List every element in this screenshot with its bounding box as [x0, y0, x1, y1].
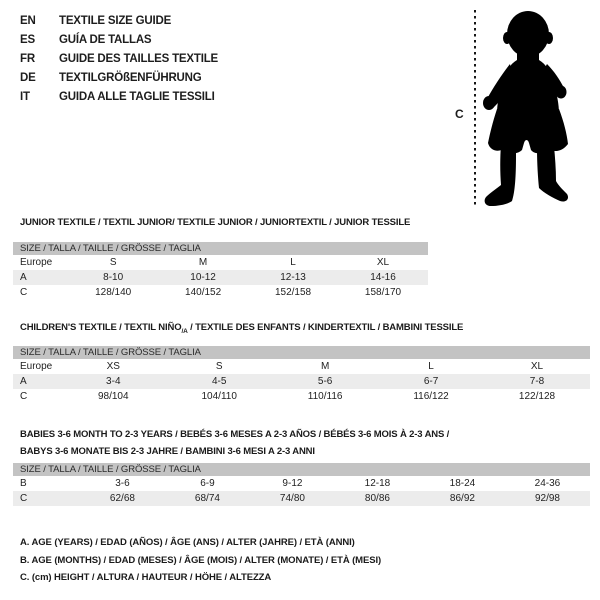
- language-row: [20, 31, 218, 50]
- children-size-table: [13, 346, 590, 404]
- value-cell: 18-24: [449, 478, 476, 489]
- children-title-text: CHILDREN'S TEXTILE / TEXTIL NIÑO: [20, 322, 182, 333]
- size-cell: L: [428, 361, 434, 372]
- size-cell: XL: [376, 257, 390, 268]
- value-cell: 140/152: [185, 287, 222, 298]
- language-code: IT: [20, 91, 30, 103]
- junior-section-title: JUNIOR TEXTILE / TEXTIL JUNIOR/ TEXTILE JUNIOR / JUNIORTEXTIL / JUNIOR TESSILE: [20, 217, 411, 228]
- language-code: DE: [20, 72, 36, 84]
- value-cell: 3-6: [115, 478, 130, 489]
- table-row: [13, 476, 590, 491]
- language-label: TEXTILE SIZE GUIDE: [59, 15, 172, 27]
- toddler-silhouette-icon: [481, 8, 587, 208]
- value-cell: 7-8: [529, 376, 545, 387]
- value-cell: 104/110: [201, 391, 237, 402]
- value-cell: 6-7: [423, 376, 439, 387]
- value-cell: 14-16: [370, 272, 396, 283]
- babies-size-header-bar: SIZE / TALLA / TAILLE / GRÖSSE / TAGLIA: [13, 463, 590, 476]
- value-cell: 122/128: [518, 391, 556, 402]
- value-cell: 62/68: [109, 493, 135, 504]
- babies-section-title: [20, 426, 449, 460]
- row-label: Europe: [20, 361, 53, 372]
- row-label: C: [20, 493, 28, 504]
- value-cell: 3-4: [106, 376, 121, 387]
- children-section-title: [20, 322, 463, 338]
- language-label: GUÍA DE TALLAS: [59, 34, 152, 46]
- language-row: [20, 50, 218, 69]
- table-row: [13, 359, 590, 374]
- size-cell: S: [215, 361, 223, 372]
- measurement-legend: [20, 534, 381, 587]
- value-cell: 6-9: [200, 478, 215, 489]
- junior-table: [13, 255, 428, 300]
- value-cell: 152/158: [274, 287, 312, 298]
- value-cell: 12-13: [280, 272, 306, 283]
- row-label: C: [20, 287, 28, 298]
- legend-line-a: A. AGE (YEARS) / EDAD (AÑOS) / ÂGE (ANS) / ALTER (JAHRE) / ETÀ (ANNI): [20, 537, 355, 548]
- language-label: GUIDE DES TAILLES TEXTILE: [59, 53, 218, 65]
- value-cell: 92/98: [534, 493, 560, 504]
- children-size-header-bar: SIZE / TALLA / TAILLE / GRÖSSE / TAGLIA: [13, 346, 590, 359]
- table-row: [13, 389, 590, 404]
- legend-line-b: B. AGE (MONTHS) / EDAD (MESES) / ÂGE (MOIS) / ALTER (MONATE) / ETÀ (MESI): [20, 554, 382, 566]
- value-cell: 5-6: [317, 376, 333, 387]
- value-cell: 80/86: [364, 493, 390, 504]
- value-cell: 68/74: [194, 493, 220, 504]
- height-measure-label: C: [455, 107, 464, 121]
- value-cell: 158/170: [364, 287, 402, 298]
- junior-size-table: [13, 242, 428, 300]
- value-cell: 98/104: [97, 391, 129, 402]
- size-cell: L: [290, 257, 296, 268]
- language-code: EN: [20, 15, 36, 27]
- value-cell: 110/116: [307, 391, 343, 402]
- table-row: [13, 255, 428, 270]
- value-cell: 8-10: [103, 272, 124, 283]
- table-row: [13, 285, 428, 300]
- babies-title-line1: BABIES 3-6 MONTH TO 2-3 YEARS / BEBÉS 3-6 MESES A 2-3 AÑOS / BÉBÉS 3-6 MOIS À 2-3 ANS /: [20, 429, 450, 440]
- value-cell: 4-5: [211, 376, 227, 387]
- language-row: [20, 12, 218, 31]
- babies-size-table: [13, 463, 590, 506]
- language-code: ES: [20, 34, 35, 46]
- value-cell: 86/92: [449, 493, 475, 504]
- value-cell: 24-36: [534, 478, 561, 489]
- language-code: FR: [20, 53, 35, 65]
- value-cell: 116/122: [413, 391, 449, 402]
- size-cell: XL: [530, 361, 544, 372]
- value-cell: 74/80: [279, 493, 305, 504]
- row-label: Europe: [20, 257, 53, 268]
- junior-size-header-bar: SIZE / TALLA / TAILLE / GRÖSSE / TAGLIA: [13, 242, 428, 255]
- table-row: [13, 491, 590, 506]
- row-label: A: [20, 376, 27, 387]
- children-title-text: / TEXTILE DES ENFANTS / KINDERTEXTIL / BAMBINI TESSILE: [187, 322, 464, 333]
- height-measure-dashed-line: [474, 10, 476, 207]
- size-cell: XS: [106, 361, 120, 372]
- value-cell: 128/140: [95, 287, 132, 298]
- size-cell: M: [198, 257, 208, 268]
- language-row: [20, 88, 218, 107]
- value-cell: 9-12: [282, 478, 303, 489]
- children-table: [13, 359, 590, 404]
- row-label: B: [20, 478, 27, 489]
- language-title-list: [20, 12, 218, 107]
- size-cell: M: [320, 361, 330, 372]
- language-label: TEXTILGRÖßENFÜHRUNG: [59, 72, 202, 84]
- babies-title-line2: BABYS 3-6 MONATE BIS 2-3 JAHRE / BAMBINI 3-6 MESI A 2-3 ANNI: [20, 446, 315, 457]
- row-label: C: [20, 391, 28, 402]
- children-title-subscript: /A: [181, 327, 188, 335]
- table-row: [13, 270, 428, 285]
- babies-table: [13, 476, 590, 506]
- row-label: A: [20, 272, 27, 283]
- value-cell: 10-12: [190, 272, 216, 283]
- value-cell: 12-18: [364, 478, 391, 489]
- legend-line-c: C. (cm) HEIGHT / ALTURA / HAUTEUR / HÖHE / ALTEZZA: [20, 572, 272, 583]
- language-row: [20, 69, 218, 88]
- table-row: [13, 374, 590, 389]
- size-cell: S: [109, 257, 117, 268]
- language-label: GUIDA ALLE TAGLIE TESSILI: [59, 91, 215, 103]
